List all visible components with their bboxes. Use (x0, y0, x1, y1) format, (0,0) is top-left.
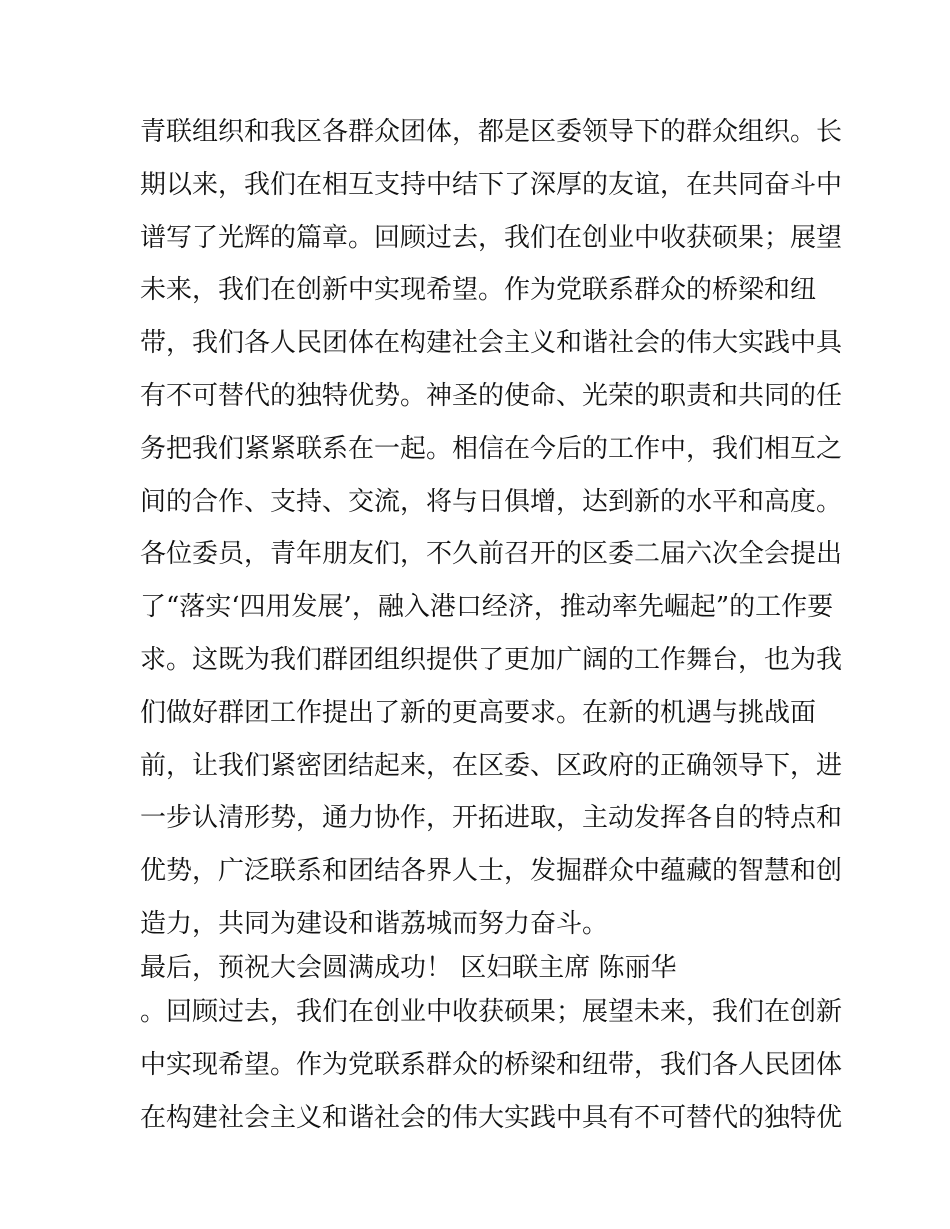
text-line: 优势，广泛联系和团结各界人士，发掘群众中蕴藏的智慧和创 (140, 856, 843, 887)
text-line: 了“落实‘四用发展’，融入港口经济，推动率先崛起”的工作要 (140, 592, 834, 623)
text-line: 青联组织和我区各群众团体，都是区委领导下的群众组织。长 (140, 117, 843, 147)
text-line: 期以来，我们在相互支持中结下了深厚的友谊，在共同奋斗中 (140, 169, 843, 200)
text-line: 带，我们各人民团体在构建社会主义和谐社会的伟大实践中具 (140, 328, 843, 359)
text-line: 间的合作、支持、交流，将与日俱增，达到新的水平和高度。 (140, 486, 843, 517)
body-text (140, 110, 843, 1148)
text-line: 各位委员，青年朋友们，不久前召开的区委二届六次全会提出 (140, 539, 843, 570)
text-line: 求。这既为我们群团组织提供了更加广阔的工作舞台，也为我 (140, 644, 843, 675)
text-line: 在构建社会主义和谐社会的伟大实践中具有不可替代的独特优 (140, 1102, 843, 1133)
text-line: 们做好群团工作提出了新的更高要求。在新的机遇与挑战面 (140, 697, 817, 728)
text-line: 。回顾过去，我们在创业中收获硕果；展望未来，我们在创新 (140, 996, 843, 1027)
text-line: 务把我们紧紧联系在一起。相信在今后的工作中，我们相互之 (140, 433, 843, 464)
text-line: 一步认清形势，通力协作，开拓进取，主动发挥各自的特点和 (140, 803, 843, 834)
text-line: 中实现希望。作为党联系群众的桥梁和纽带，我们各人民团体 (140, 1049, 843, 1080)
text-line: 造力，共同为建设和谐荔城而努力奋斗。 (140, 908, 609, 939)
text-line: 最后，预祝大会圆满成功！ 区妇联主席 陈丽华 (140, 952, 677, 983)
text-line: 谱写了光辉的篇章。回顾过去，我们在创业中收获硕果；展望 (140, 222, 843, 253)
text-line: 未来，我们在创新中实现希望。作为党联系群众的桥梁和纽 (140, 275, 817, 306)
text-line: 有不可替代的独特优势。神圣的使命、光荣的职责和共同的任 (140, 380, 843, 411)
text-line: 前，让我们紧密团结起来，在区委、区政府的正确领导下，进 (140, 750, 843, 781)
